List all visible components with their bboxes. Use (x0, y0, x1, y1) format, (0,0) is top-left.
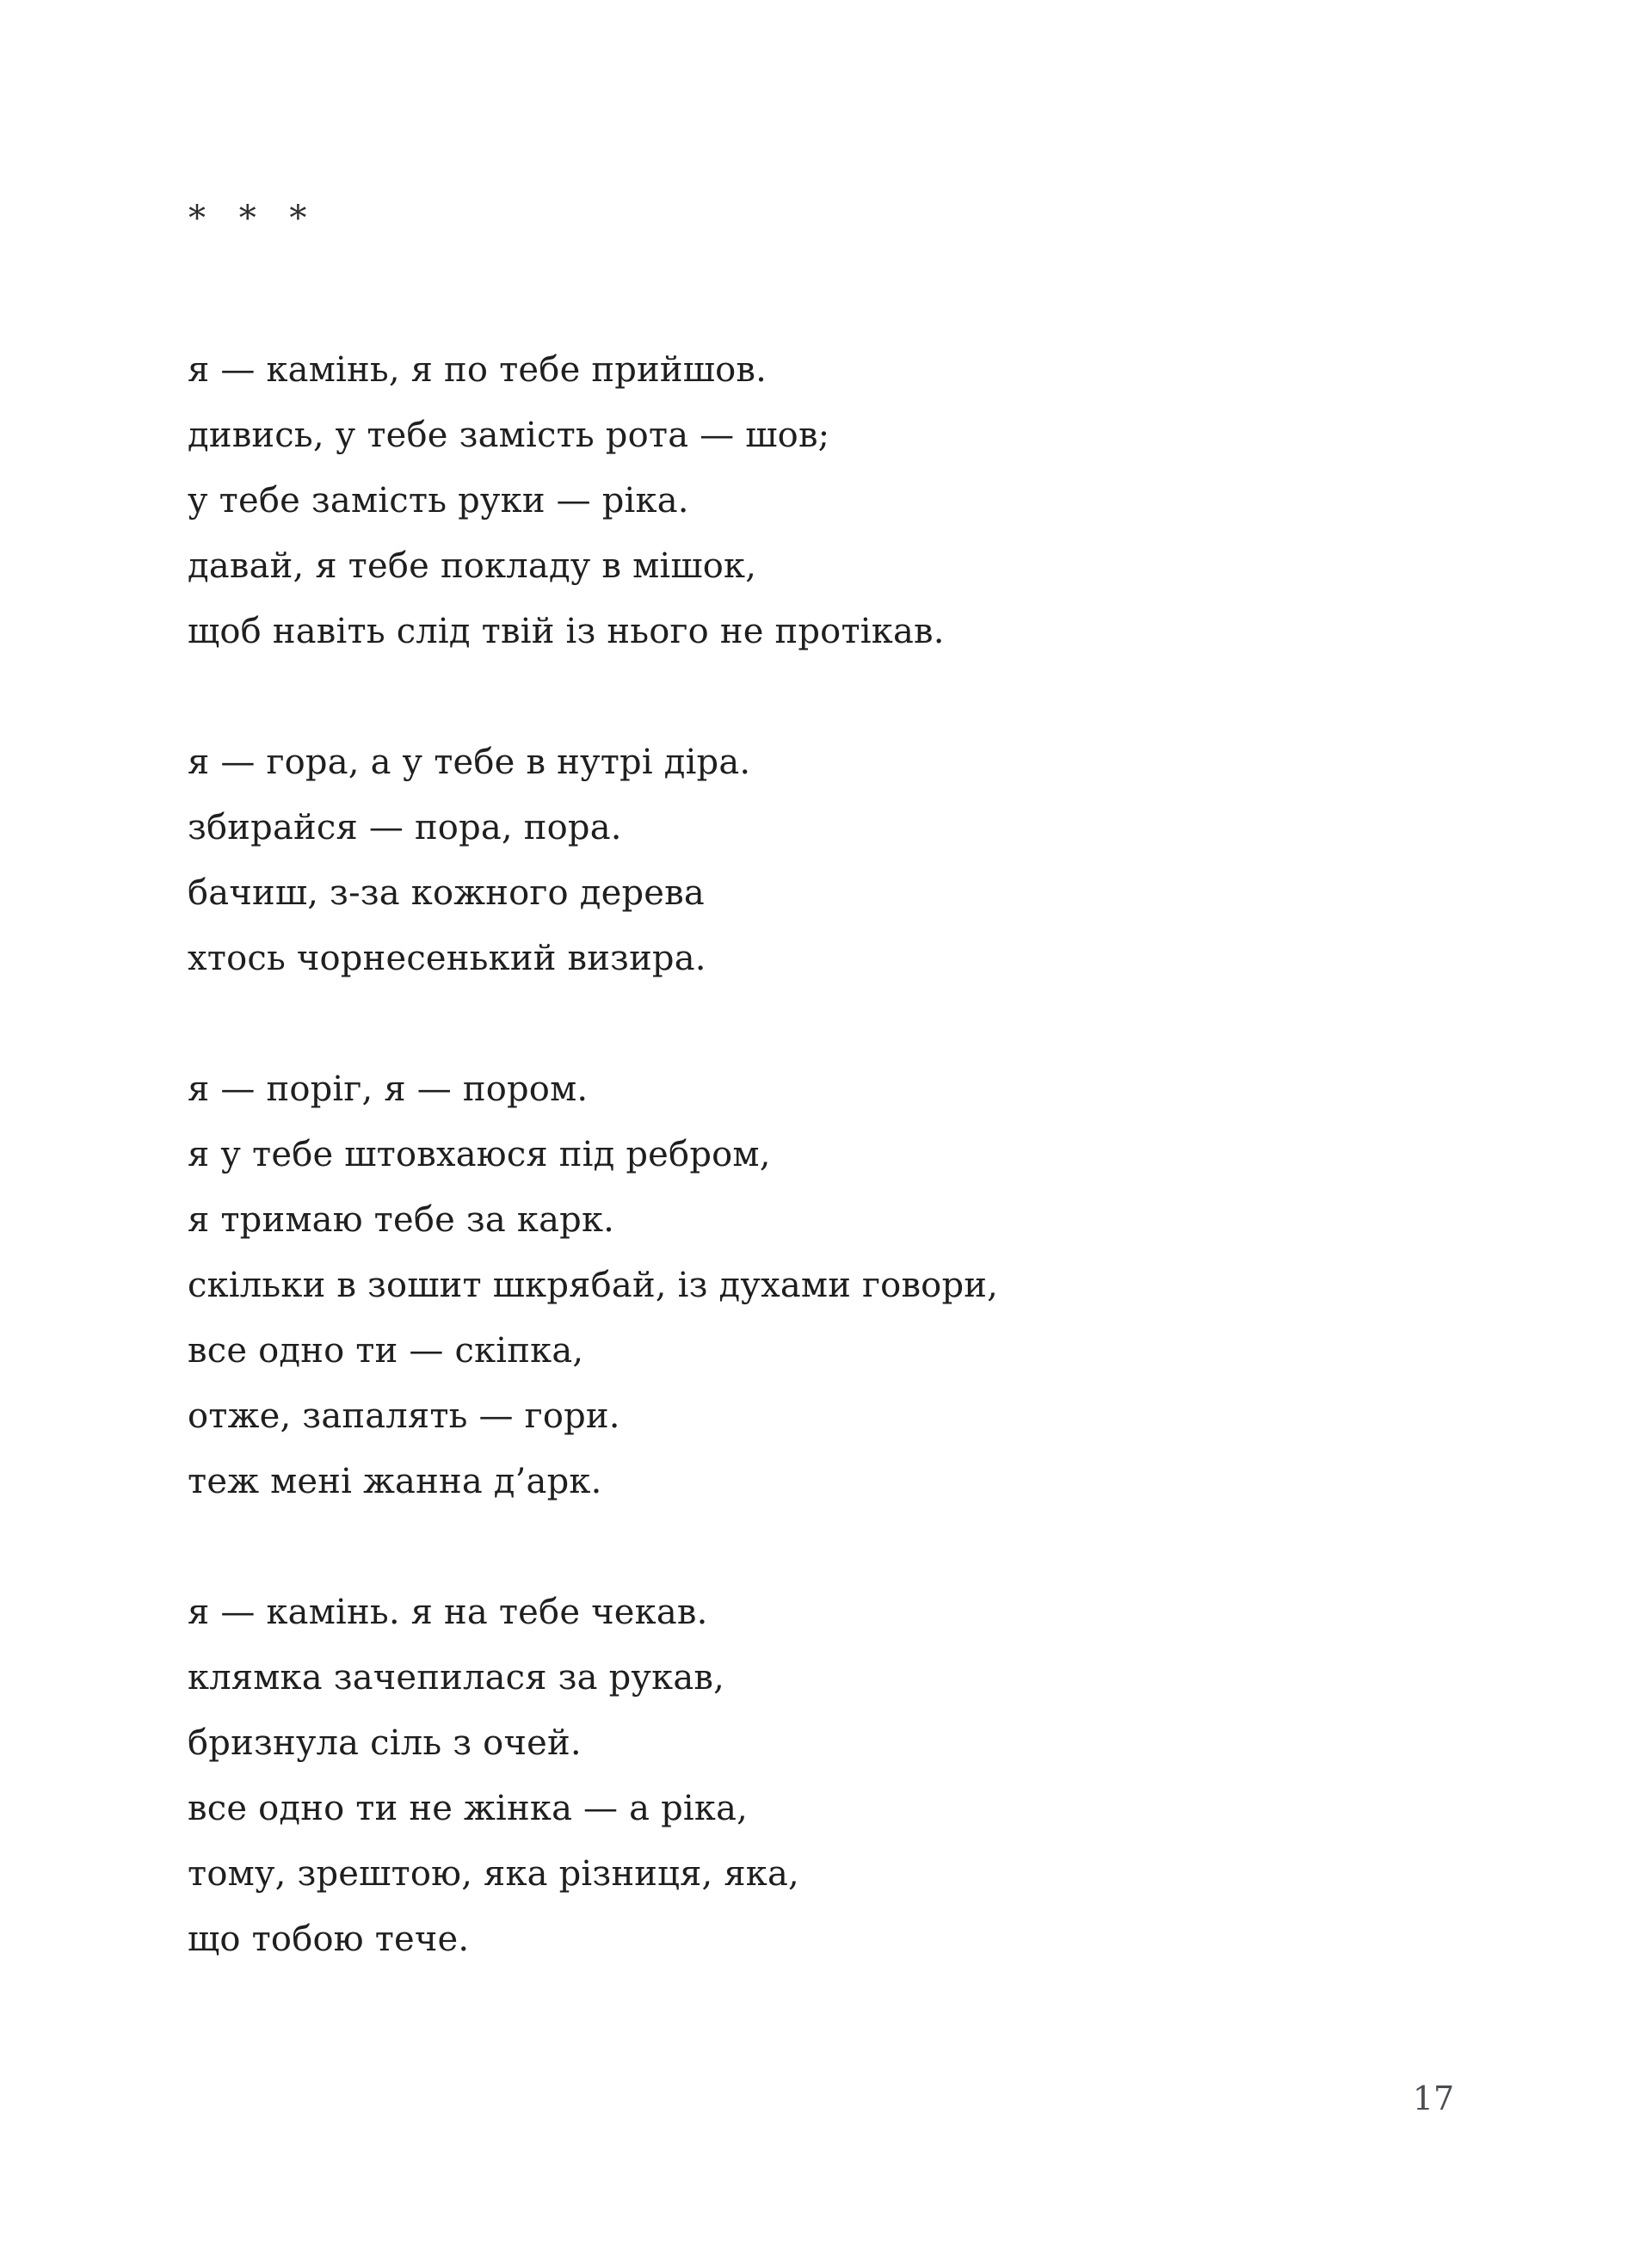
poem-line: давай, я тебе покладу в мішок, (188, 546, 757, 586)
poem-line: я у тебе штовхаюся під ребром, (188, 1135, 771, 1174)
poem-line: у тебе замість руки — ріка. (188, 481, 689, 521)
poem-line: збирайся — пора, пора. (188, 808, 622, 847)
poem-line: клямка зачепилася за рукав, (188, 1658, 725, 1698)
poem-line: щоб навіть слід твій із нього не протікав. (188, 612, 945, 651)
poem-line: я тримаю тебе за карк. (188, 1200, 615, 1240)
stanza-3 (188, 1057, 998, 1514)
section-marker: * * * (188, 199, 308, 238)
stanza-4 (188, 1580, 998, 1972)
poem-line: бачиш, з-за кожного дерева (188, 873, 705, 913)
poem-line: що тобою тече. (188, 1919, 470, 1959)
stanza-2 (188, 730, 998, 991)
poem-line: бризнула сіль з очей. (188, 1723, 582, 1763)
poem-line: отже, запалять — гори. (188, 1396, 620, 1436)
poem-line: теж мені жанна д’арк. (188, 1462, 602, 1501)
poem-line: тому, зрештою, яка різниця, яка, (188, 1854, 799, 1894)
poem-line: дивись, у тебе замість рота — шов; (188, 416, 830, 455)
poem-line: все одно ти не жінка — а ріка, (188, 1789, 749, 1828)
page-number: 17 (1412, 2080, 1455, 2117)
stanza-1 (188, 337, 998, 664)
poem-line: я — поріг, я — пором. (188, 1069, 589, 1109)
poem-line: я — камінь. я на тебе чекав. (188, 1593, 708, 1632)
poem-line: все одно ти — скіпка, (188, 1331, 584, 1371)
poem-line: я — камінь, я по тебе прийшов. (188, 350, 767, 390)
poem-line: я — гора, а у тебе в нутрі діра. (188, 743, 751, 782)
poem-line: хтось чорнесенький визира. (188, 939, 706, 978)
poem-line: скільки в зошит шкрябай, із духами говори, (188, 1266, 999, 1305)
poem (188, 337, 998, 2037)
